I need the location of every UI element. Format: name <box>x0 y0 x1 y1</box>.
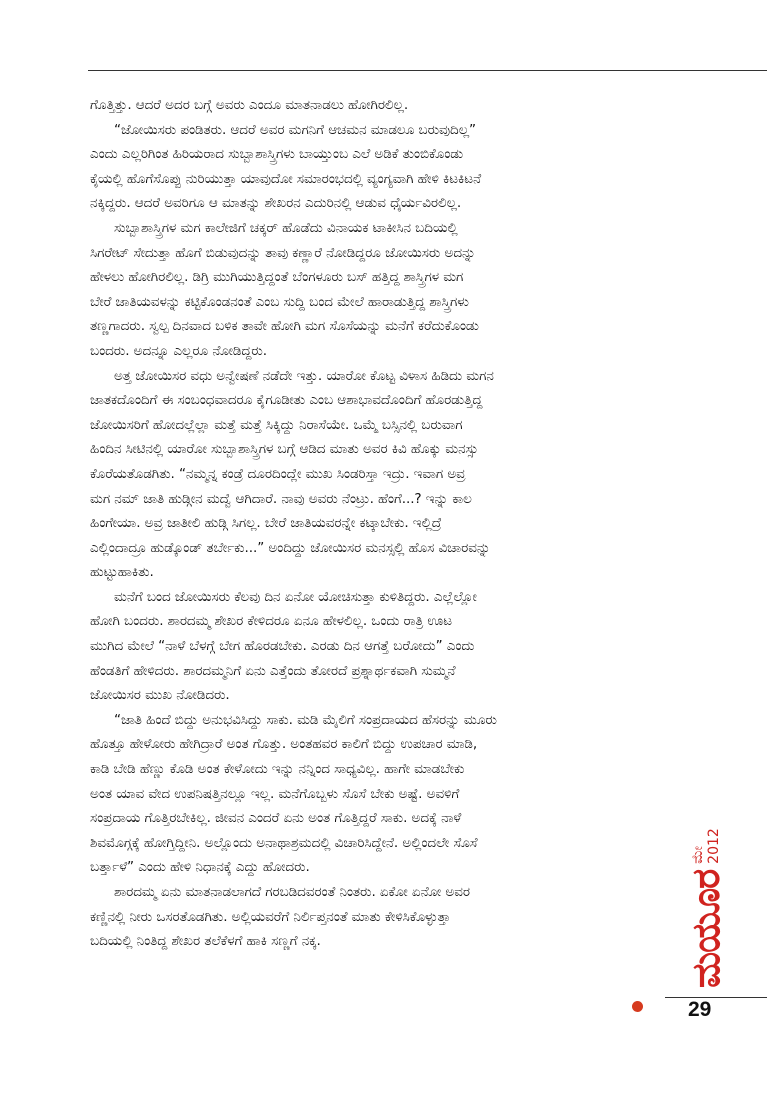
article-body <box>90 93 660 954</box>
article-line: ಜೋಯಿಸರ ಮುಖ ನೋಡಿದರು. <box>90 687 230 704</box>
article-line: ಜಾತಕದೊಂದಿಗೆ ಈ ಸಂಬಂಧವಾದರೂ ಕೈಗೂಡೀತು ಎಂಬ ಆಶಾಭಾವದೊಂದಿಗೆ ಹೊರಡುತ್ತಿದ್ದ <box>90 392 483 409</box>
article-line: ಎಲ್ಲಿಂದಾದ್ರೂ ಹುಡ್ಕೊಂಡ್ ತರ್ಬೇಕು...” ಅಂದಿದ್ದು ಜೋಯಿಸರ ಮನಸ್ಸಲ್ಲಿ ಹೊಸ ವಿಚಾರವನ್ನು <box>90 539 491 556</box>
issue-date: ಮೇ 2012 <box>690 828 722 864</box>
article-line: ಕೈಯಲ್ಲಿ ಹೊಗೆಸೊಪ್ಪು ನುರಿಯುತ್ತಾ ಯಾವುದೋ ಸಮಾರಂಭದಲ್ಲಿ ವ್ಯಂಗ್ಯವಾಗಿ ಹೇಳಿ ಕಿಟಕಿಟನೆ <box>90 170 482 187</box>
article-line: ಶಿವಮೊಗ್ಗಕ್ಕೆ ಹೋಗ್ತಿದ್ದೀನಿ. ಅಲ್ಲೊಂದು ಅನಾಥಾಶ್ರಮದಲ್ಲಿ ವಿಚಾರಿಸಿದ್ದೇನೆ. ಅಲ್ಲಿಂದಲೇ ಸೊಸೆ <box>90 834 478 851</box>
article-line: ಬದಿಯಲ್ಲಿ ನಿಂತಿದ್ದ ಶೇಖರ ತಲೆಕೆಳಗೆ ಹಾಕಿ ಸಣ್ಣಗೆ ನಕ್ಕ. <box>90 933 321 950</box>
article-line: ಶಾರದಮ್ಮ ಏನು ಮಾತನಾಡಲಾಗದೆ ಗರಬಡಿದವರಂತೆ ನಿಂತರು. ಏಕೋ ಏನೋ ಅವರ <box>114 884 470 900</box>
article-line: ಹೋಗಿ ಬಂದರು. ಶಾರದಮ್ಮ ಶೇಖರ ಕೇಳಿದರೂ ಏನೂ ಹೇಳಲಿಲ್ಲ. ಒಂದು ರಾತ್ರಿ ಊಟ <box>90 613 452 630</box>
bullet-dot-icon <box>632 1001 643 1012</box>
article-line: ಸುಬ್ಬಾಶಾಸ್ತ್ರಿಗಳ ಮಗ ಕಾಲೇಜಿಗೆ ಚಕ್ಕರ್ ಹೊಡೆದು ವಿನಾಯಕ ಟಾಕೀಸಿನ ಬದಿಯಲ್ಲಿ <box>114 219 458 236</box>
article-line: ಹೊತ್ತೂ ಹೇಳೋರು ಹೇಗಿದ್ರಾರೆ ಅಂತ ಗೊತ್ತು. ಅಂತಹವರ ಕಾಲಿಗೆ ಬಿದ್ದು ಉಪಚಾರ ಮಾಡಿ, <box>90 736 478 753</box>
article-line: ಬಂದರು. ಅದನ್ನೂ ಎಲ್ಲರೂ ನೋಡಿದ್ದರು. <box>90 342 267 359</box>
article-line: ಕಾಡಿ ಬೇಡಿ ಹೆಣ್ಣು ಕೊಡಿ ಅಂತ ಕೇಳೋದು ಇನ್ನು ನನ್ನಿಂದ ಸಾಧ್ಯವಿಲ್ಲ. ಹಾಗೇ ಮಾಡಬೇಕು <box>90 761 465 778</box>
article-line: ಹೇಳಲು ಹೋಗಿರಲಿಲ್ಲ. ಡಿಗ್ರಿ ಮುಗಿಯುತ್ತಿದ್ದಂತೆ ಬೆಂಗಳೂರು ಬಸ್ ಹತ್ತಿದ್ದ ಶಾಸ್ತ್ರಿಗಳ ಮಗ <box>90 269 464 286</box>
article-line: ತಣ್ಣಗಾದರು. ಸ್ವಲ್ಪ ದಿನವಾದ ಬಳಿಕ ತಾವೇ ಹೋಗಿ ಮಗ ಸೊಸೆಯನ್ನು ಮನೆಗೆ ಕರೆದುಕೊಂಡು <box>90 318 479 335</box>
article-line: ಗೊತ್ತಿತ್ತು. ಆದರೆ ಅದರ ಬಗ್ಗೆ ಅವರು ಎಂದೂ ಮಾತನಾಡಲು ಹೋಗಿರಲಿಲ್ಲ. <box>90 97 409 113</box>
article-line: ಹಿಂದಿನ ಸೀಟಿನಲ್ಲಿ ಯಾರೋ ಸುಬ್ಬಾಶಾಸ್ತ್ರಿಗಳ ಬಗ್ಗೆ ಆಡಿದ ಮಾತು ಅವರ ಕಿವಿ ಹೊಕ್ಕು ಮನಸ್ಸು <box>90 441 479 458</box>
article-line: ಜೋಯಿಸರಿಗೆ ಹೋದಲ್ಲೆಲ್ಲಾ ಮತ್ತೆ ಮತ್ತೆ ಸಿಕ್ಕಿದ್ದು ನಿರಾಸೆಯೇ. ಒಮ್ಮೆ ಬಸ್ಸಿನಲ್ಲಿ ಬರುವಾಗ <box>90 416 463 433</box>
article-line: ಬರ್ತ್ತಾಳೆ” ಎಂದು ಹೇಳಿ ನಿಧಾನಕ್ಕೆ ಎದ್ದು ಹೋದರು. <box>90 859 310 876</box>
article-line: ಕೊರೆಯತೊಡಗಿತು. “ನಮ್ಮನ್ನ ಕಂಡ್ರೆ ದೂರದಿಂದ್ಲೇ ಮುಖ ಸಿಂಡರಿಸ್ತಾ ಇದ್ರು. ಇವಾಗ ಅವ್ರ <box>90 465 466 482</box>
article-line: ಹುಟ್ಟುಹಾಕಿತು. <box>90 564 154 581</box>
article-line: ಮುಗಿದ ಮೇಲೆ “ನಾಳೆ ಬೆಳಗ್ಗೆ ಬೇಗ ಹೊರಡಬೇಕು. ಎರಡು ದಿನ ಆಗತ್ತೆ ಬರೋದು” ಎಂದು <box>90 638 475 655</box>
article-line: ಬೇರೆ ಜಾತಿಯವಳನ್ನು ಕಟ್ಟಿಕೊಂಡನಂತೆ ಎಂಬ ಸುದ್ದಿ ಬಂದ ಮೇಲೆ ಹಾರಾಡುತ್ತಿದ್ದ ಶಾಸ್ತ್ರಿಗಳು <box>90 293 469 310</box>
article-line: “ಜಾತಿ ಹಿಂದೆ ಬಿದ್ದು ಅನುಭವಿಸಿದ್ದು ಸಾಕು. ಮಡಿ ಮೈಲಿಗೆ ಸಂಪ್ರದಾಯದ ಹೆಸರನ್ನು ಮೂರು <box>114 711 497 728</box>
article-line: ಹೆಂಡತಿಗೆ ಹೇಳಿದರು. ಶಾರದಮ್ಮನಿಗೆ ಏನು ಎತ್ತೆಂದು ತೋರದೆ ಪ್ರಶ್ನಾರ್ಥಕವಾಗಿ ಸುಮ್ಮನೆ <box>90 662 456 679</box>
magazine-name: ಮಯೂರ <box>683 869 728 988</box>
article-line: ಸಿಗರೇಟ್ ಸೇದುತ್ತಾ ಹೊಗೆ ಬಿಡುವುದನ್ನು ತಾವು ಕಣ್ಣಾರೆ ನೋಡಿದ್ದರೂ ಜೋಯಿಸರು ಅದನ್ನು <box>90 244 476 261</box>
article-line: ಸಂಪ್ರದಾಯ ಗೊತ್ತಿರಬೇಕಿಲ್ಲ. ಜೀವನ ಎಂದರೆ ಏನು ಅಂತ ಗೊತ್ತಿದ್ದರೆ ಸಾಕು. ಅದಕ್ಕೆ ನಾಳೆ <box>90 810 462 827</box>
article-line: ಅತ್ತ ಜೋಯಿಸರ ವಧು ಅನ್ವೇಷಣೆ ನಡೆದೇ ಇತ್ತು. ಯಾರೋ ಕೊಟ್ಟ ವಿಳಾಸ ಹಿಡಿದು ಮಗನ <box>114 367 494 384</box>
article-line: “ಜೋಯಿಸರು ಪಂಡಿತರು. ಆದರೆ ಅವರ ಮಗನಿಗೆ ಆಚಮನ ಮಾಡಲೂ ಬರುವುದಿಲ್ಲ” <box>114 121 476 138</box>
article-line: ಎಂದು ಎಲ್ಲರಿಗಿಂತ ಹಿರಿಯರಾದ ಸುಬ್ಬಾಶಾಸ್ತ್ರಿಗಳು ಬಾಯ್ತುಂಬ ಎಲೆ ಅಡಿಕೆ ತುಂಬಿಕೊಂಡು <box>90 146 464 163</box>
magazine-sidebar <box>683 812 728 988</box>
article-line: ಮನೆಗೆ ಬಂದ ಜೋಯಿಸರು ಕೆಲವು ದಿನ ಏನೋ ಯೋಚಿಸುತ್ತಾ ಕುಳಿತಿದ್ದರು. ಎಲ್ಲೆಲ್ಲೋ <box>114 588 477 605</box>
footer-divider <box>665 997 767 998</box>
article-line: ಮಗ ನಮ್ ಜಾತಿ ಹುಡ್ಗೀನ ಮದ್ವೆ ಆಗಿದಾರೆ. ನಾವು ಅವರು ನೆಂಟ್ರು. ಹೆಂಗೆ...? ಇನ್ನು ಕಾಲ <box>90 490 472 507</box>
article-line: ಅಂತ ಯಾವ ವೇದ ಉಪನಿಷತ್ತಿನಲ್ಲೂ ಇಲ್ಲ. ಮನೆಗೊಬ್ಬಳು ಸೊಸೆ ಬೇಕು ಅಷ್ಟೆ. ಅವಳಿಗೆ <box>90 785 460 802</box>
top-divider <box>88 70 767 71</box>
page-number: 29 <box>688 998 712 1021</box>
article-line: ಕಣ್ಣಿನಲ್ಲಿ ನೀರು ಒಸರತೊಡಗಿತು. ಅಲ್ಲಿಯವರೆಗೆ ನಿರ್ಲಿಪ್ತನಂತೆ ಮಾತು ಕೇಳಿಸಿಕೊಳ್ಳುತ್ತಾ <box>90 908 451 925</box>
article-line: ನಕ್ಕಿದ್ದರು. ಆದರೆ ಅವರಿಗೂ ಆ ಮಾತನ್ನು ಶೇಖರನ ಎದುರಿನಲ್ಲಿ ಆಡುವ ಧೈರ್ಯವಿರಲಿಲ್ಲ. <box>90 195 462 212</box>
article-line: ಹಿಂಗೇಯಾ. ಅವ್ರ ಜಾತೀಲಿ ಹುಡ್ಗಿ ಸಿಗಲ್ಲ. ಬೇರೆ ಜಾತಿಯವರನ್ನೇ ಕಟ್ಕಾಬೇಕು. ಇಲ್ಲಿದ್ರೆ <box>90 515 442 532</box>
